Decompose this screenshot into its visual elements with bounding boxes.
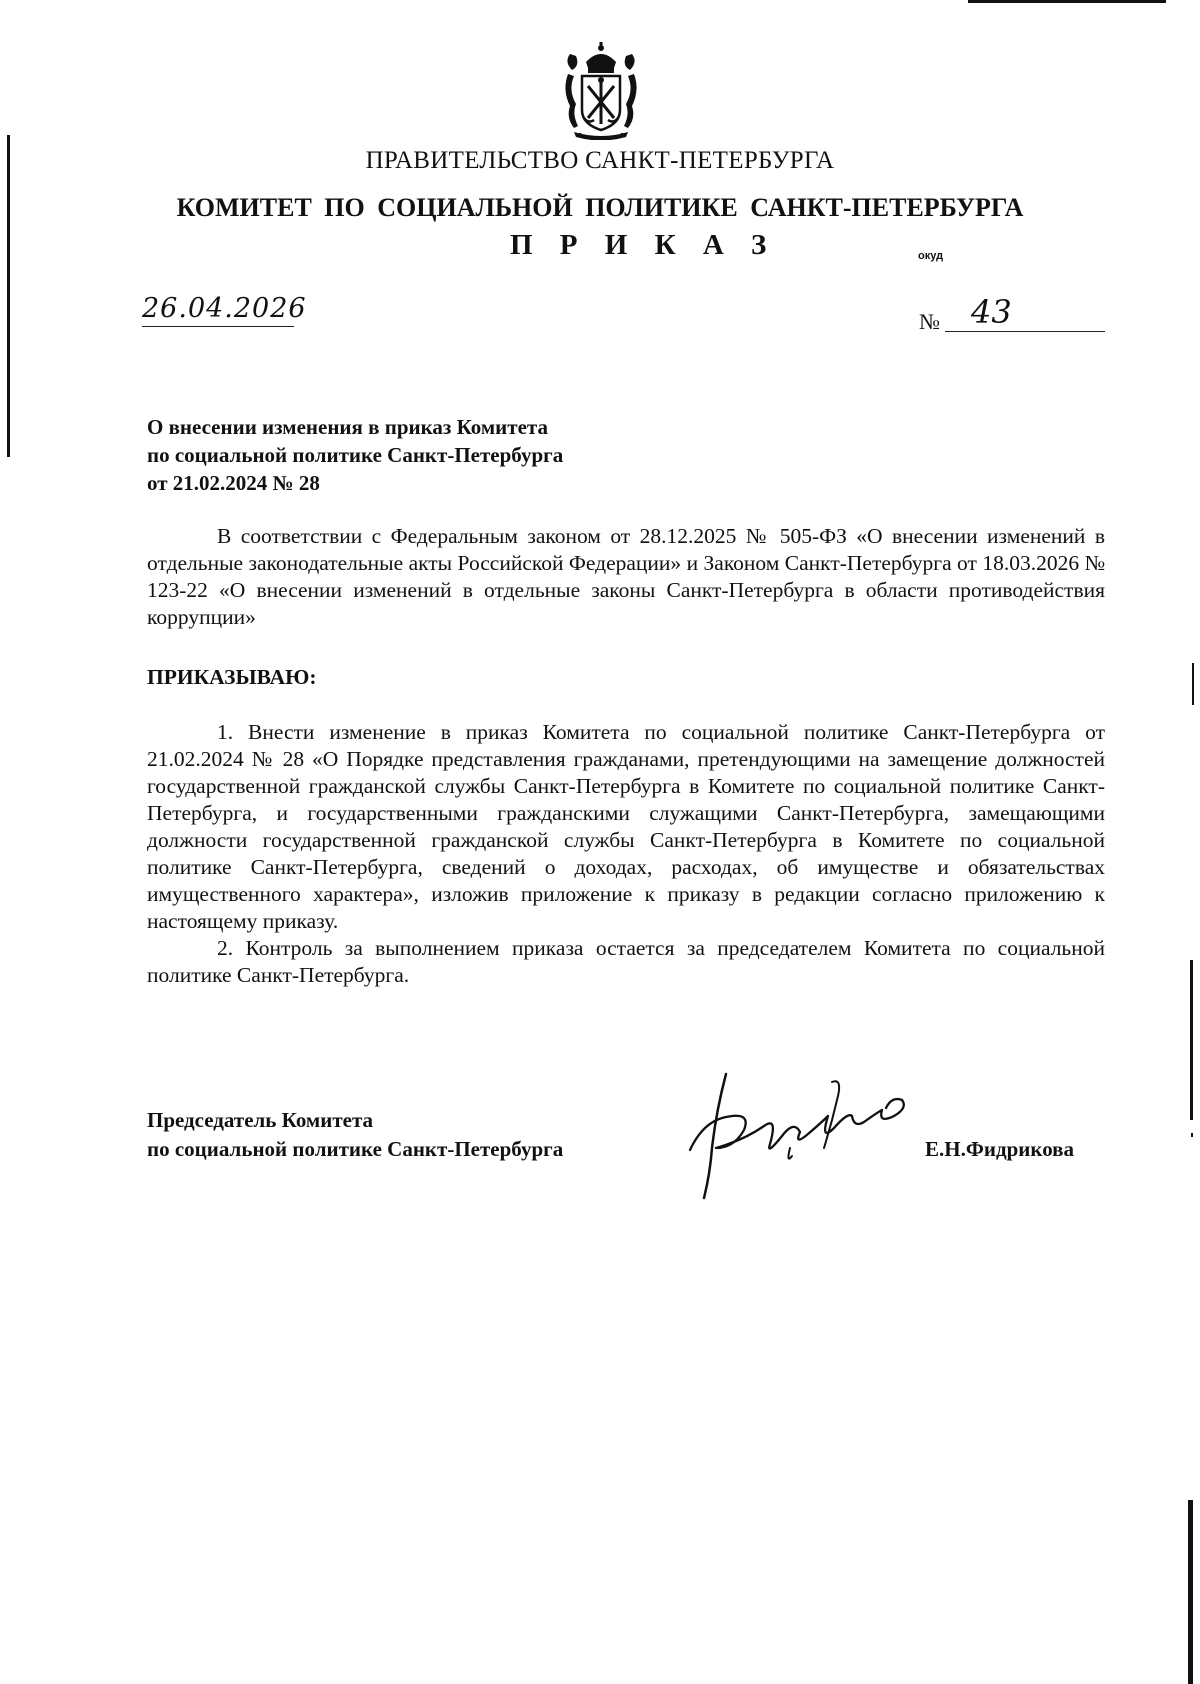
scan-edge-right-1 (1192, 663, 1194, 705)
subject-line: по социальной политике Санкт-Петербурга (147, 443, 564, 467)
document-subject (147, 413, 667, 497)
government-title: ПРАВИТЕЛЬСТВО САНКТ-ПЕТЕРБУРГА (365, 147, 835, 174)
subject-line: О внесении изменения в приказ Комитета (147, 415, 548, 439)
scan-edge-right-2 (1190, 960, 1193, 1120)
subject-line: от 21.02.2024 № 28 (147, 471, 320, 495)
scan-edge-right-3 (1191, 1133, 1193, 1137)
signatory-position (147, 1106, 667, 1164)
scan-edge-top-right (968, 0, 1166, 3)
coat-of-arms-icon (556, 40, 646, 140)
preamble-paragraph: В соответствии с Федеральным законом от 28.12.2025 № 505-ФЗ «О внесении изменений в отдельные законодательные акты Российской Федерации» и Законом Санкт-Петербурга от 18.03.2026 № 123-22 «О внесении изменений в отдельные законы Санкт-Петербурга в области противодействия коррупции» (147, 524, 1105, 629)
scan-edge-right-4 (1188, 1500, 1193, 1684)
signatory-name: Е.Н.Фидрикова (925, 1137, 1075, 1161)
handwritten-signature (682, 1052, 932, 1207)
number-label: № (919, 309, 940, 334)
order-item-1: 1. Внести изменение в приказ Комитета по социальной политике Санкт-Петербурга от 21.02.2024 № 28 «О Порядке представления гражданами, претендующими на замещение должностей государственной гражданской службы Санкт-Петербурга в Комитете по социальной политике Санкт-Петербурга, и государственными гражданскими служащими Санкт-Петербурга, замещающими должности государственной гражданской службы Санкт-Петербурга в Комитете по социальной политике Санкт-Петербурга, сведений о доходах, расходах, об имуществе и обязательствах имущественного характера», изложив приложение к приказу в редакции согласно приложению к настоящему приказу. (147, 720, 1105, 933)
document-number: 43 (945, 293, 1105, 332)
committee-title: КОМИТЕТ ПО СОЦИАЛЬНОЙ ПОЛИТИКЕ САНКТ-ПЕТЕРБУРГА (176, 193, 1024, 222)
okud-label: окуд (918, 250, 944, 262)
position-line: Председатель Комитета (147, 1108, 374, 1132)
document-type: П Р И К А З (510, 229, 777, 261)
order-item-2: 2. Контроль за выполнением приказа остается за председателем Комитета по социальной политике Санкт-Петербурга. (147, 936, 1105, 987)
position-line: по социальной политике Санкт-Петербурга (147, 1137, 564, 1161)
scan-edge-left (7, 135, 10, 457)
order-word: ПРИКАЗЫВАЮ: (147, 665, 317, 689)
document-date: 26.04.2026 (142, 292, 294, 327)
